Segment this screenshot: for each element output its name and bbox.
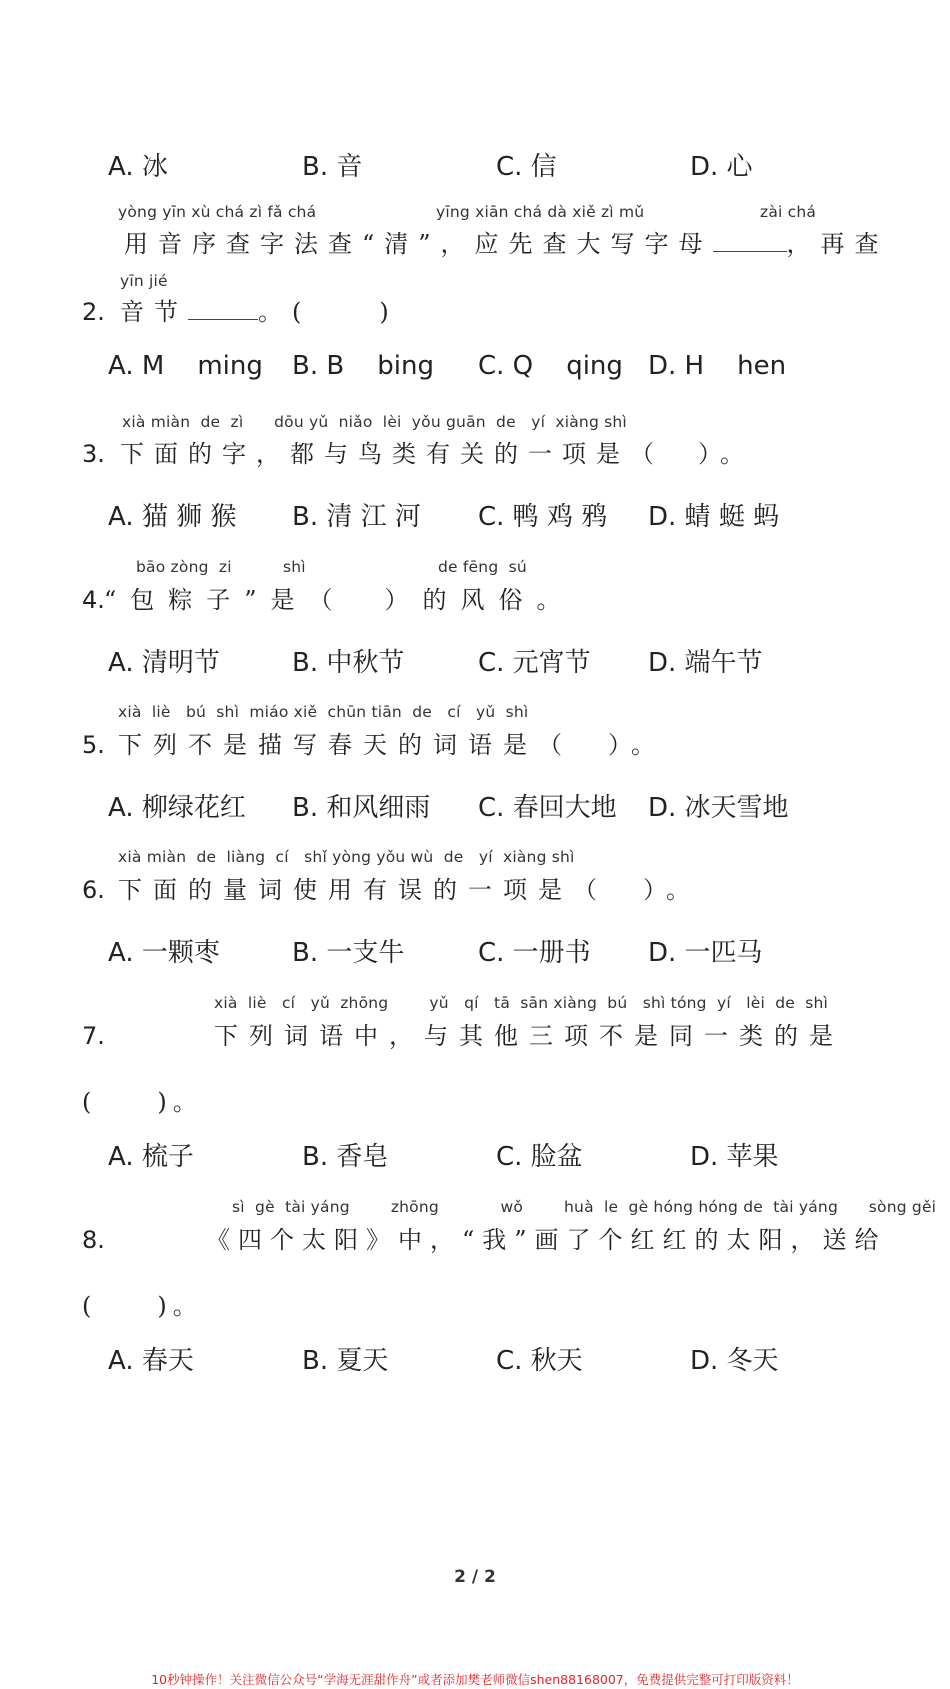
q2-number: 2. bbox=[82, 298, 105, 326]
q7-question: 下列词语中，与其他三项不是同一类的是 bbox=[214, 1022, 844, 1050]
q3-pinyin: xià miàn de zì dōu yǔ niǎo lèi yǒu guān de yí xiàng shì bbox=[122, 413, 627, 431]
q7-option-d: D. 苹果 bbox=[690, 1142, 779, 1172]
q4-pinyin-a: bāo zòng zi bbox=[136, 558, 232, 576]
q7-pinyin: xià liè cí yǔ zhōng yǔ qí tā sān xiàng bú shì tóng yí lèi de shì bbox=[214, 994, 829, 1012]
q7-option-a: A. 梳子 bbox=[108, 1142, 194, 1172]
q3-option-b: B. 清 江 河 bbox=[292, 502, 421, 532]
q8-question: 《四个太阳》中，“我”画了个红红的太阳，送给 bbox=[206, 1226, 887, 1254]
q2-option-d: D. H hen bbox=[648, 351, 787, 381]
q5-question: 下列不是描写春天的词语是（ ）。 bbox=[118, 731, 666, 759]
q4-option-d: D. 端午节 bbox=[648, 648, 763, 678]
q2-text-1a: 用音序查字法查“清”，应先查大写字母 bbox=[124, 230, 713, 258]
q2-pinyin-2: yīn jié bbox=[120, 272, 168, 290]
q6-number: 6. bbox=[82, 876, 105, 904]
q5-option-a: A. 柳绿花红 bbox=[108, 793, 246, 823]
q7-option-b: B. 香皂 bbox=[302, 1142, 389, 1172]
footer-promo-text: 10秒钟操作！关注微信公众号“学海无涯甜作舟”或者添加樊老师微信shen88168007，免费提供完整可打印版资料！ bbox=[151, 1672, 799, 1687]
q6-pinyin: xià miàn de liàng cí shǐ yòng yǒu wù de yí xiàng shì bbox=[118, 848, 575, 866]
q1-option-c: C. 信 bbox=[496, 152, 557, 182]
q2-pinyin-1c: zài chá bbox=[760, 203, 817, 221]
q4-pinyin-c: de fēng sú bbox=[438, 558, 527, 576]
q2-question-line1 bbox=[124, 224, 889, 259]
q2-option-b: B. B bing bbox=[292, 351, 434, 381]
q2-option-a: A. M ming bbox=[108, 351, 263, 381]
q5-number: 5. bbox=[82, 731, 105, 759]
q8-question-cont: ( )。 bbox=[82, 1292, 203, 1320]
q7-option-c: C. 脸盆 bbox=[496, 1142, 583, 1172]
q2-option-c: C. Q qing bbox=[478, 351, 623, 381]
q3-question: 下面的字，都与鸟类有关的一项是（ ）。 bbox=[120, 440, 754, 468]
q2-text-2b: 。( ) bbox=[258, 298, 399, 326]
q8-option-b: B. 夏天 bbox=[302, 1346, 389, 1376]
q2-text-1b: ，再查 bbox=[786, 230, 889, 258]
q8-option-d: D. 冬天 bbox=[690, 1346, 779, 1376]
q3-number: 3. bbox=[82, 440, 105, 468]
q8-option-a: A. 春天 bbox=[108, 1346, 194, 1376]
q8-pinyin: sì gè tài yáng zhōng wǒ huà le gè hóng hóng de tài yáng sòng gěi bbox=[232, 1198, 937, 1216]
q6-option-b: B. 一支牛 bbox=[292, 938, 405, 968]
q4-pinyin-b: shì bbox=[283, 558, 306, 576]
q3-option-a: A. 猫 狮 猴 bbox=[108, 502, 237, 532]
q2-question-line2 bbox=[120, 292, 399, 327]
q3-option-d: D. 蜻 蜓 蚂 bbox=[648, 502, 780, 532]
q6-option-c: C. 一册书 bbox=[478, 938, 591, 968]
q4-number: 4. bbox=[82, 586, 105, 614]
page-number: 2 / 2 bbox=[454, 1567, 496, 1587]
q4-question: “包粽子”是（ ）的风俗。 bbox=[104, 586, 575, 614]
q2-pinyin-1a: yòng yīn xù chá zì fǎ chá bbox=[118, 203, 317, 221]
q6-option-d: D. 一匹马 bbox=[648, 938, 763, 968]
q4-option-c: C. 元宵节 bbox=[478, 648, 591, 678]
q2-answer-blank-1[interactable] bbox=[713, 251, 787, 252]
q6-option-a: A. 一颗枣 bbox=[108, 938, 220, 968]
q2-answer-blank-2[interactable] bbox=[188, 319, 258, 320]
q8-option-c: C. 秋天 bbox=[496, 1346, 583, 1376]
q6-question: 下面的量词使用有误的一项是（ ）。 bbox=[118, 876, 701, 904]
q7-question-cont: ( )。 bbox=[82, 1088, 203, 1116]
q5-option-b: B. 和风细雨 bbox=[292, 793, 431, 823]
q2-pinyin-1b: yīng xiān chá dà xiě zì mǔ bbox=[436, 203, 645, 221]
q1-option-b: B. 音 bbox=[302, 152, 363, 182]
q4-option-b: B. 中秋节 bbox=[292, 648, 405, 678]
q1-option-a: A. 冰 bbox=[108, 152, 168, 182]
q2-text-2a: 音节 bbox=[120, 298, 188, 326]
q5-option-c: C. 春回大地 bbox=[478, 793, 617, 823]
q8-number: 8. bbox=[82, 1226, 105, 1254]
q4-option-a: A. 清明节 bbox=[108, 648, 220, 678]
q5-pinyin: xià liè bú shì miáo xiě chūn tiān de cí yǔ shì bbox=[118, 703, 529, 721]
q5-option-d: D. 冰天雪地 bbox=[648, 793, 789, 823]
q3-option-c: C. 鸭 鸡 鸦 bbox=[478, 502, 608, 532]
q1-option-d: D. 心 bbox=[690, 152, 753, 182]
q7-number: 7. bbox=[82, 1022, 105, 1050]
